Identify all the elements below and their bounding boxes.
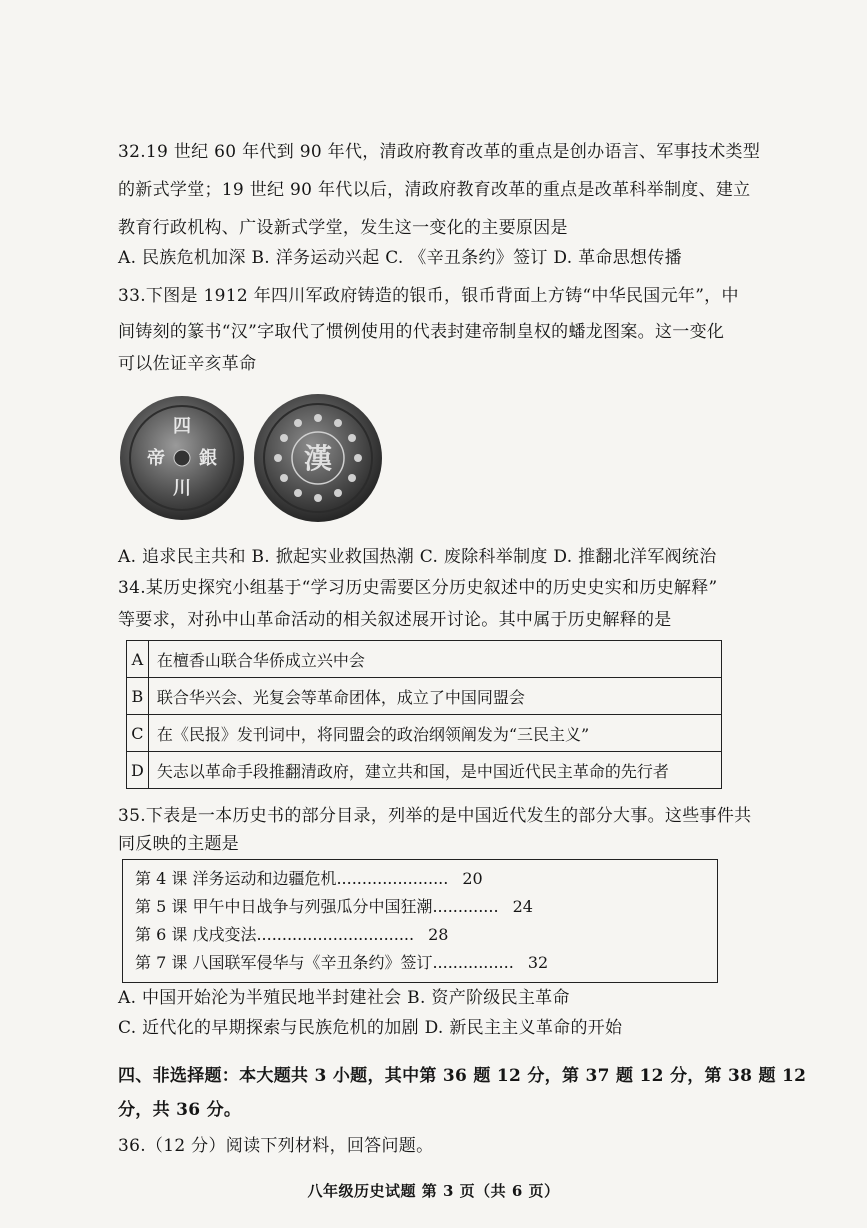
table-row bbox=[127, 715, 722, 752]
coin-front-char-top: 四 bbox=[173, 416, 191, 437]
coin-back bbox=[254, 394, 382, 522]
coin-front-char-bottom: 川 bbox=[173, 478, 191, 499]
option-text: 在《民报》发刊词中，将同盟会的政治纲领阐发为“三民主义” bbox=[148, 715, 721, 752]
table-row bbox=[127, 752, 722, 789]
section-4-heading-1: 四、非选择题：本大题共 3 小题，其中第 36 题 12 分，第 37 题 12 分，第 38 题 12 bbox=[118, 1066, 807, 1086]
silver-coins-image bbox=[118, 388, 388, 528]
list-item bbox=[135, 868, 483, 890]
q35-toc-box bbox=[122, 859, 718, 983]
q32-line-3: 教育行政机构、广设新式学堂，发生这一变化的主要原因是 bbox=[118, 218, 568, 238]
toc-page: 28 bbox=[428, 925, 449, 944]
table-row bbox=[127, 641, 722, 678]
q34-options-table bbox=[126, 640, 722, 789]
coin-back-char: 漢 bbox=[303, 442, 333, 475]
q32-line-1: 32.19 世纪 60 年代到 90 年代，清政府教育改革的重点是创办语言、军事技术类型 bbox=[118, 142, 761, 162]
coin-front-char-left: 帝 bbox=[147, 448, 165, 469]
q34-line-1: 34.某历史探究小组基于“学习历史需要区分历史叙述中的历史史实和历史解释” bbox=[118, 578, 718, 598]
option-key: A bbox=[127, 641, 149, 678]
q32-options: A. 民族危机加深 B. 洋务运动兴起 C. 《辛丑条约》签订 D. 革命思想传播 bbox=[118, 248, 682, 268]
section-4-heading-2: 分，共 36 分。 bbox=[118, 1100, 242, 1120]
toc-page: 20 bbox=[462, 869, 483, 888]
q33-line-3: 可以佐证辛亥革命 bbox=[118, 354, 257, 374]
option-key: C bbox=[127, 715, 149, 752]
toc-entry: 第 7 课 八国联军侵华与《辛丑条约》签订................ bbox=[135, 953, 514, 972]
q32-line-2: 的新式学堂；19 世纪 90 年代以后，清政府教育改革的重点是改革科举制度、建立 bbox=[118, 180, 751, 200]
q33-options: A. 追求民主共和 B. 掀起实业救国热潮 C. 废除科举制度 D. 推翻北洋军阀统治 bbox=[118, 547, 717, 567]
list-item bbox=[135, 952, 548, 974]
toc-page: 32 bbox=[527, 953, 549, 972]
q35-line-1: 35.下表是一本历史书的部分目录，列举的是中国近代发生的部分大事。这些事件共 bbox=[118, 806, 752, 826]
toc-entry: 第 4 课 洋务运动和边疆危机...................... bbox=[135, 869, 449, 888]
page-footer: 八年级历史试题 第 3 页（共 6 页） bbox=[307, 1182, 560, 1200]
list-item bbox=[135, 924, 448, 946]
toc-entry: 第 5 课 甲午中日战争与列强瓜分中国狂潮............. bbox=[135, 897, 499, 916]
option-key: D bbox=[127, 752, 149, 789]
q35-options-2: C. 近代化的早期探索与民族危机的加剧 D. 新民主主义革命的开始 bbox=[118, 1018, 623, 1038]
option-text: 在檀香山联合华侨成立兴中会 bbox=[148, 641, 721, 678]
q33-line-1: 33.下图是 1912 年四川军政府铸造的银币，银币背面上方铸“中华民国元年”，中 bbox=[118, 286, 739, 306]
q35-line-2: 同反映的主题是 bbox=[118, 834, 240, 854]
coin-front bbox=[120, 396, 244, 520]
option-text: 联合华兴会、光复会等革命团体，成立了中国同盟会 bbox=[148, 678, 721, 715]
q33-line-2: 间铸刻的篆书“汉”字取代了惯例使用的代表封建帝制皇权的蟠龙图案。这一变化 bbox=[118, 322, 725, 342]
option-text: 矢志以革命手段推翻清政府，建立共和国，是中国近代民主革命的先行者 bbox=[148, 752, 721, 789]
toc-entry: 第 6 课 戊戌变法............................... bbox=[135, 925, 415, 944]
q34-line-2: 等要求，对孙中山革命活动的相关叙述展开讨论。其中属于历史解释的是 bbox=[118, 610, 672, 630]
q35-options-1: A. 中国开始沦为半殖民地半封建社会 B. 资产阶级民主革命 bbox=[118, 988, 570, 1008]
table-row bbox=[127, 678, 722, 715]
toc-page: 24 bbox=[512, 897, 533, 916]
option-key: B bbox=[127, 678, 149, 715]
list-item bbox=[135, 896, 533, 918]
q36-line: 36.（12 分）阅读下列材料，回答问题。 bbox=[118, 1136, 434, 1156]
coin-front-char-right: 銀 bbox=[199, 448, 217, 469]
